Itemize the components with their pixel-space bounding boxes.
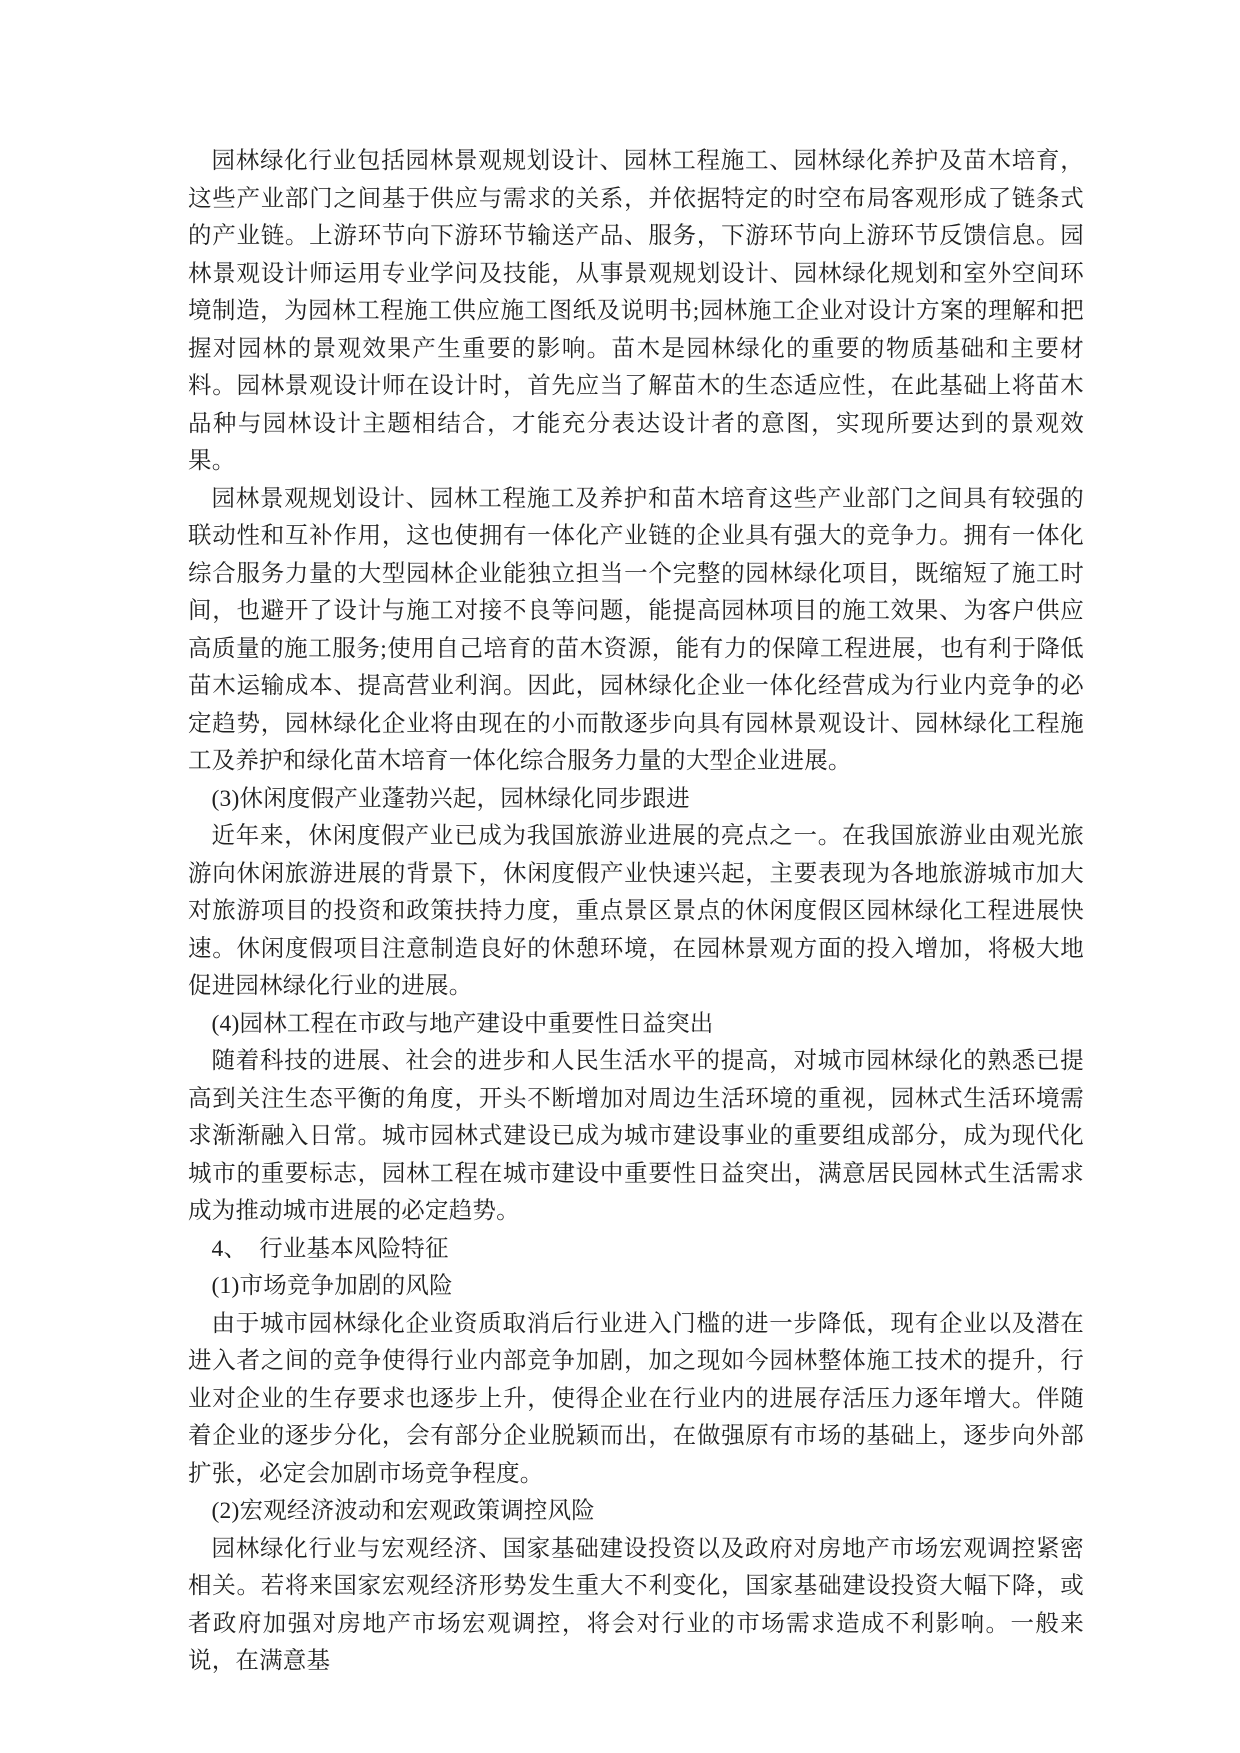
paragraph-integration-advantage: 园林景观规划设计、园林工程施工及养护和苗木培育这些产业部门之间具有较强的联动性和互补作用，这也使拥有一体化产业链的企业具有强大的竞争力。拥有一体化综合服务力量的大型园林企业能独立担当一个完整的园林绿化项目，既缩短了施工时间，也避开了设计与施工对接不良等问题，能提高园林项目的施工效果、为客户供应高质量的施工服务;使用自己培育的苗木资源，能有力的保障工程进展，也有利于降低苗木运输成本、提高营业利润。因此，园林绿化企业一体化经营成为行业内竞争的必定趋势，园林绿化企业将由现在的小而散逐步向具有园林景观设计、园林绿化工程施工及养护和绿化苗木培育一体化综合服务力量的大型企业进展。 [188, 485, 1084, 774]
heading-risk-1-competition: (1)市场竞争加剧的风险 [211, 1273, 453, 1299]
paragraph-macro-economy: 园林绿化行业与宏观经济、国家基础建设投资以及政府对房地产市场宏观调控紧密相关。若将来国家宏观经济形势发生重大不利变化，国家基础建设投资大幅下降，或者政府加强对房地产市场宏观调控，将会对行业的市场需求造成不利影响。一般来说，在满意基 [188, 1535, 1084, 1674]
paragraph-leisure-tourism: 近年来，休闲度假产业已成为我国旅游业进展的亮点之一。在我国旅游业由观光旅游向休闲旅游进展的背景下，休闲度假产业快速兴起，主要表现为各地旅游城市加大对旅游项目的投资和政策扶持力度，重点景区景点的休闲度假区园林绿化工程进展快速。休闲度假项目注意制造良好的休憩环境，在园林景观方面的投入增加，将极大地促进园林绿化行业的进展。 [188, 823, 1084, 999]
heading-section-3-leisure: (3)休闲度假产业蓬勃兴起，园林绿化同步跟进 [211, 785, 690, 812]
paragraph-industry-chain: 园林绿化行业包括园林景观规划设计、园林工程施工、园林绿化养护及苗木培育，这些产业部门之间基于供应与需求的关系，并依据特定的时空布局客观形成了链条式的产业链。上游环节向下游环节输送产品、服务，下游环节向上游环节反馈信息。园林景观设计师运用专业学问及技能，从事景观规划设计、园林绿化规划和室外空间环境制造，为园林工程施工供应施工图纸及说明书;园林施工企业对设计方案的理解和把握对园林的景观效果产生重要的影响。苗木是园林绿化的重要的物质基础和主要材料。园林景观设计师在设计时，首先应当了解苗木的生态适应性，在此基础上将苗木品种与园林设计主题相结合，才能充分表达设计者的意图，实现所要达到的景观效果。 [188, 148, 1084, 474]
document-content [188, 143, 1084, 1681]
paragraph-urban-greening: 随着科技的进展、社会的进步和人民生活水平的提高，对城市园林绿化的熟悉已提高到关注生态平衡的角度，开头不断增加对周边生活环境的重视，园林式生活环境需求渐渐融入日常。城市园林式建设已成为城市建设事业的重要组成部分，成为现代化城市的重要标志，园林工程在城市建设中重要性日益突出，满意居民园林式生活需求成为推动城市进展的必定趋势。 [188, 1048, 1084, 1224]
heading-section-4-municipal: (4)园林工程在市政与地产建设中重要性日益突出 [211, 1010, 714, 1037]
heading-risk-features: 4、 行业基本风险特征 [211, 1235, 449, 1262]
paragraph-market-competition: 由于城市园林绿化企业资质取消后行业进入门槛的进一步降低，现有企业以及潜在进入者之间的竞争使得行业内部竞争加剧，加之现如今园林整体施工技术的提升，行业对企业的生存要求也逐步上升，使得企业在行业内的进展存活压力逐年增大。伴随着企业的逐步分化，会有部分企业脱颖而出，在做强原有市场的基础上，逐步向外部扩张，必定会加剧市场竞争程度。 [188, 1310, 1084, 1487]
heading-risk-2-macro: (2)宏观经济波动和宏观政策调控风险 [211, 1498, 596, 1524]
